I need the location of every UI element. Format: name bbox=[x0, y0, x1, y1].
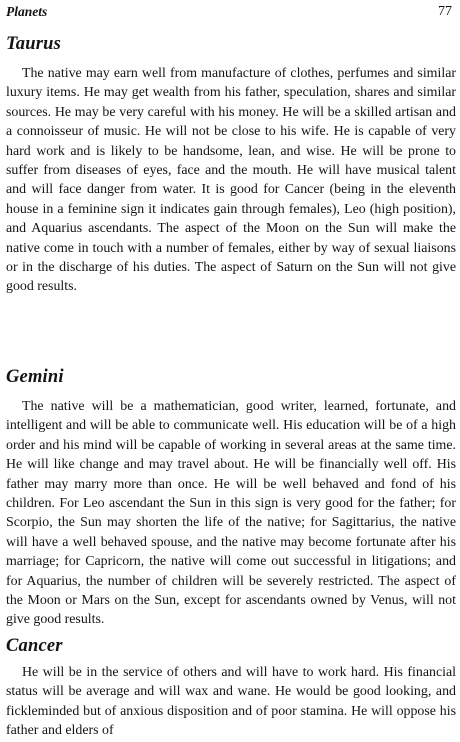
section-body-taurus: The native may earn well from manufacture of clothes, perfumes and similar luxury items. He may get wealth from his father, speculation, shares and similar sources. He may be very careful with his money. He will be a skilled artisan and a connoisseur of music. He will not be close to his wife. He is capable of very hard work and is likely to be handsome, lean, and wise. He will be prone to suffer from diseases of eyes, face and the mouth. He will have musical talent and will face danger from water. It is good for Cancer (being in the eleventh house in a feminine sign it indicates gain through females), Leo (high position), and Aquarius ascendants. The aspect of the Moon on the Sun will make the native come in touch with a number of females, either by way of sexual liaisons or in the discharge of his duties. The aspect of Saturn on the Sun will not give good results. bbox=[6, 66, 456, 295]
section-heading-cancer: Cancer bbox=[6, 636, 63, 656]
section-heading-taurus: Taurus bbox=[6, 34, 62, 54]
section-gemini bbox=[6, 367, 456, 630]
section-taurus bbox=[6, 34, 456, 297]
running-title: Planets bbox=[6, 4, 48, 19]
section-cancer bbox=[6, 636, 456, 741]
section-body-gemini: The native will be a mathematician, good writer, learned, fortunate, and intelligent and will be able to communicate well. His education will be of a high order and his mind will be capable of working in several areas at the same time. He will like change and may travel about. He will be financially well off. His father may marry more than once. He will be well behaved and fond of his children. For Leo ascendant the Sun in this sign is very good for the father; for Scorpio, the Sun may shorten the life of the native; for Sagittarius, the native will have a well behaved spouse, and the native may become fortunate after his marriage; for Capricorn, the native will come out successful in litigations; and for Aquarius, the number of children will be severely restricted. The aspect of the Moon or Mars on the Sun, except for ascendants owned by Venus, will not give good results. bbox=[6, 399, 456, 628]
book-page bbox=[6, 0, 456, 742]
section-heading-gemini: Gemini bbox=[6, 367, 64, 387]
page-number: 77 bbox=[438, 4, 452, 19]
running-header bbox=[6, 4, 456, 22]
section-body-cancer: He will be in the service of others and will have to work hard. His financial status will be average and will wax and wane. He would be good looking, and fickleminded but of anxious disposition and of poor stamina. He will oppose his father and elders of bbox=[6, 665, 456, 739]
